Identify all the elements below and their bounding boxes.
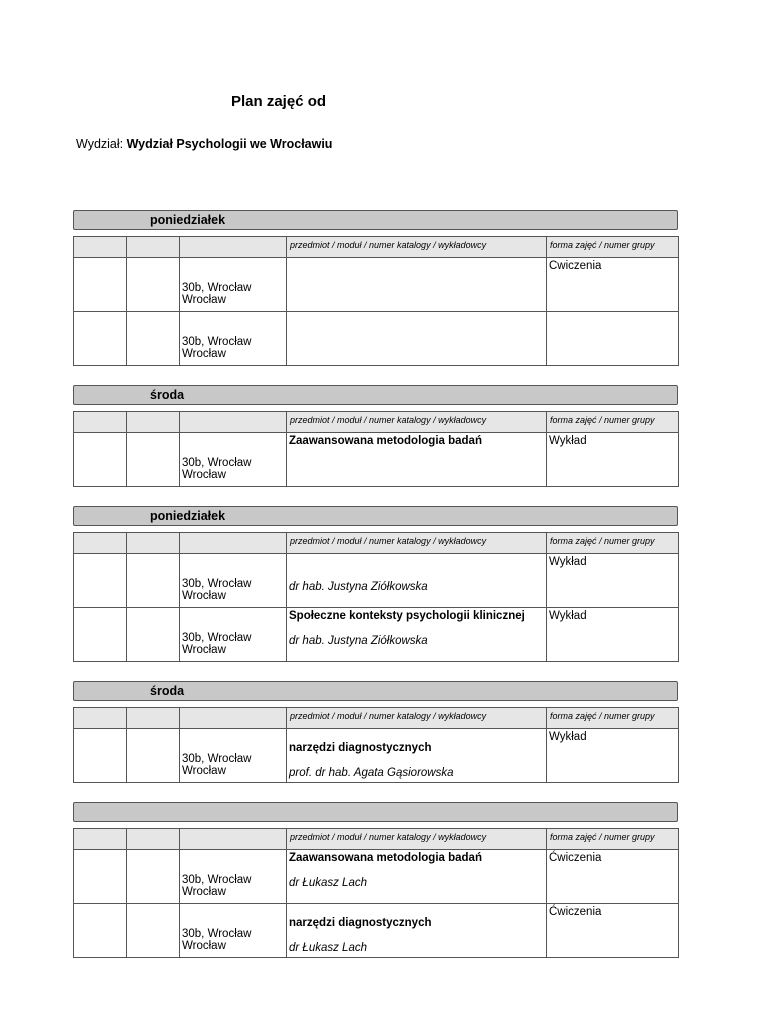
table-row xyxy=(74,729,679,783)
location-cell: 30b, Wrocław Wrocław xyxy=(180,904,287,958)
day-label: środa xyxy=(150,684,185,698)
subject-cell xyxy=(287,258,547,312)
schedule-section-1 xyxy=(73,210,678,366)
subject-cell: Zaawansowana metodologia badań xyxy=(287,433,547,487)
schedule-section-3 xyxy=(73,506,678,662)
form-cell: Ćwiczenia xyxy=(547,904,679,958)
location-cell: 30b, Wrocław Wrocław xyxy=(180,554,287,608)
schedule-table xyxy=(73,236,679,366)
schedule-table xyxy=(73,532,679,662)
form-cell xyxy=(547,312,679,366)
form-cell: Ćwiczenia xyxy=(547,850,679,904)
table-row xyxy=(74,850,679,904)
form-column-header: forma zajęć / numer grupy xyxy=(547,237,679,258)
subject-column-header: przedmiot / moduł / numer katalogy / wykładowcy xyxy=(287,237,547,258)
schedule-section-2 xyxy=(73,385,678,487)
schedule-table xyxy=(73,411,679,487)
day-label: środa xyxy=(150,388,185,402)
location-cell: 30b, Wrocław Wrocław xyxy=(180,850,287,904)
form-cell: Cwiczenia xyxy=(547,258,679,312)
day-label: poniedziałek xyxy=(150,509,226,523)
form-cell: Wykład xyxy=(547,608,679,662)
location-cell: 30b, Wrocław Wrocław xyxy=(180,312,287,366)
faculty-line xyxy=(76,137,332,151)
day-header xyxy=(73,210,678,230)
table-row xyxy=(74,312,679,366)
table-row xyxy=(74,258,679,312)
subject-column-header: przedmiot / moduł / numer katalogy / wykładowcy xyxy=(287,708,547,729)
day-header xyxy=(73,506,678,526)
column-header-row xyxy=(74,829,679,850)
subject-cell: Zaawansowana metodologia badań dr Łukasz Lach xyxy=(287,850,547,904)
subject-cell: narzędzi diagnostycznych dr Łukasz Lach xyxy=(287,904,547,958)
location-cell: 30b, Wrocław Wrocław xyxy=(180,433,287,487)
subject-column-header: przedmiot / moduł / numer katalogy / wykładowcy xyxy=(287,412,547,433)
subject-cell xyxy=(287,312,547,366)
table-row xyxy=(74,904,679,958)
day-header xyxy=(73,385,678,405)
faculty-label: Wydział: xyxy=(76,137,124,151)
subject-cell: Społeczne konteksty psychologii klinicznej dr hab. Justyna Ziółkowska xyxy=(287,608,547,662)
page-title: Plan zajęć od xyxy=(231,93,327,110)
form-column-header: forma zajęć / numer grupy xyxy=(547,533,679,554)
location-cell: 30b, Wrocław Wrocław xyxy=(180,729,287,783)
day-label: poniedziałek xyxy=(150,213,226,227)
location-cell: 30b, Wrocław Wrocław xyxy=(180,608,287,662)
form-column-header: forma zajęć / numer grupy xyxy=(547,708,679,729)
schedule-section-5 xyxy=(73,802,678,958)
schedule-table xyxy=(73,828,679,958)
column-header-row xyxy=(74,708,679,729)
table-row xyxy=(74,608,679,662)
schedule-table xyxy=(73,707,679,783)
form-column-header: forma zajęć / numer grupy xyxy=(547,412,679,433)
day-header xyxy=(73,681,678,701)
form-column-header: forma zajęć / numer grupy xyxy=(547,829,679,850)
location-cell: 30b, Wrocław Wrocław xyxy=(180,258,287,312)
column-header-row xyxy=(74,533,679,554)
subject-cell: dr hab. Justyna Ziółkowska xyxy=(287,554,547,608)
column-header-row xyxy=(74,237,679,258)
form-cell: Wykład xyxy=(547,433,679,487)
form-cell: Wykład xyxy=(547,554,679,608)
table-row xyxy=(74,433,679,487)
form-cell: Wykład xyxy=(547,729,679,783)
schedule-section-4 xyxy=(73,681,678,783)
subject-cell: narzędzi diagnostycznych prof. dr hab. Agata Gąsiorowska xyxy=(287,729,547,783)
day-header xyxy=(73,802,678,822)
column-header-row xyxy=(74,412,679,433)
subject-column-header: przedmiot / moduł / numer katalogy / wykładowcy xyxy=(287,533,547,554)
table-row xyxy=(74,554,679,608)
subject-column-header: przedmiot / moduł / numer katalogy / wykładowcy xyxy=(287,829,547,850)
faculty-name: Wydział Psychologii we Wrocławiu xyxy=(126,137,333,151)
